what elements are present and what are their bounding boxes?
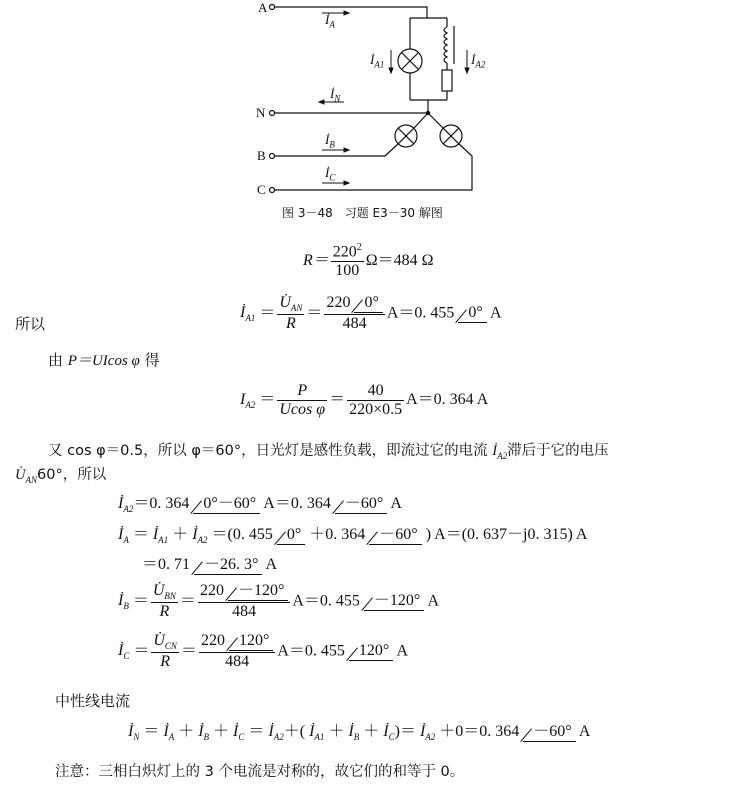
equation-ib: $İ_B$ ＝ $\frac{U̇_{BN}}{R}$ ＝ $\frac{220 -120^\circ}{484}$ A＝0. 455 －120° A [118,582,439,621]
equation-ia1: $İ_{A1}$ ＝ $\frac{U̇_{AN}}{R}$ ＝ $\frac{220 0^\circ}{484}$ A＝0. 455 0° A [240,294,502,333]
label-a: A [258,0,268,15]
figure-caption: 图 3－48 习题 E3－30 解图 [282,206,443,220]
label-b: B [257,148,266,163]
equation-ia2-magnitude: $I_{A2}$ ＝ $\frac{P}{\text{Ucos φ}}$ ＝ $\frac{40}{220\times 0.5}$ A＝0. 364 A [240,382,489,418]
text-from-p: 由 P＝UIcos φ 得 [48,351,160,369]
text-note: 注意：三相白炽灯上的 3 个电流是对称的，故它们的和等于 0。 [55,764,465,780]
equation-ia2-phasor: $İ_{A2}=0$. 364 0°－60° A＝0. 364 －60° A [118,495,402,515]
terminal-b [270,154,275,159]
terminal-n [270,111,275,116]
equation-ia-sum: $İ_A$ ＝ $İ_{A1}$ ＋ $İ_{A2} =(0$. 455 0° ＋0. 364 －60° ) A＝(0. 637－j0. 315) A [118,526,588,546]
circuit-diagram [240,0,500,205]
terminal-a [270,5,275,10]
equation-ia-result: ＝0. 71 －26. 3° A [142,556,278,573]
terminal-c [270,188,275,193]
current-label-ia1: $İ_{A1}$ [370,52,385,70]
current-label-ia2: $İ_{A2}$ [471,52,486,70]
resistor-a2 [442,70,452,91]
inductor-coil [444,27,447,63]
text-neutral-current: 中性线电流 [55,692,131,710]
wire-a [275,7,428,18]
text-suoyi: 所以 [15,315,46,333]
current-label-ib: $İ_B$ [325,132,335,150]
current-label-ia: $İ_A$ [325,12,335,30]
text-paragraph-cos: 又 cos φ＝0.5，所以 φ＝60°，日光灯是感性负载，即流过它的电流 $İ_{A2}$滞后于它的电压 [48,443,609,461]
label-c: C [257,182,266,197]
equation-ic: $İ_C$ ＝ $\frac{U̇_{CN}}{R}$ ＝ $\frac{220 120^\circ}{484}$ A＝0. 455 120° A [118,632,409,671]
current-label-ic: $İ_C$ [325,165,336,183]
text-paragraph-cos-2: $U̇_{AN}60^\circ$，所以 [15,467,107,485]
label-n: N [256,105,266,120]
current-label-in: $İ_N$ [330,86,341,104]
equation-r: R＝ $\frac{220^2}{100}$ Ω＝484 Ω [303,242,434,280]
equation-in: $İ_N$ ＝ $İ_A$ ＋ $İ_B$ ＋ $İ_C$ ＝ $İ_{A2}+$( $İ_{A1}$ ＋ $İ_B$ ＋ $İ_C)=$ $İ_{A2} +0=0$. 364 －60° A [128,723,591,743]
wire-c [275,144,473,190]
